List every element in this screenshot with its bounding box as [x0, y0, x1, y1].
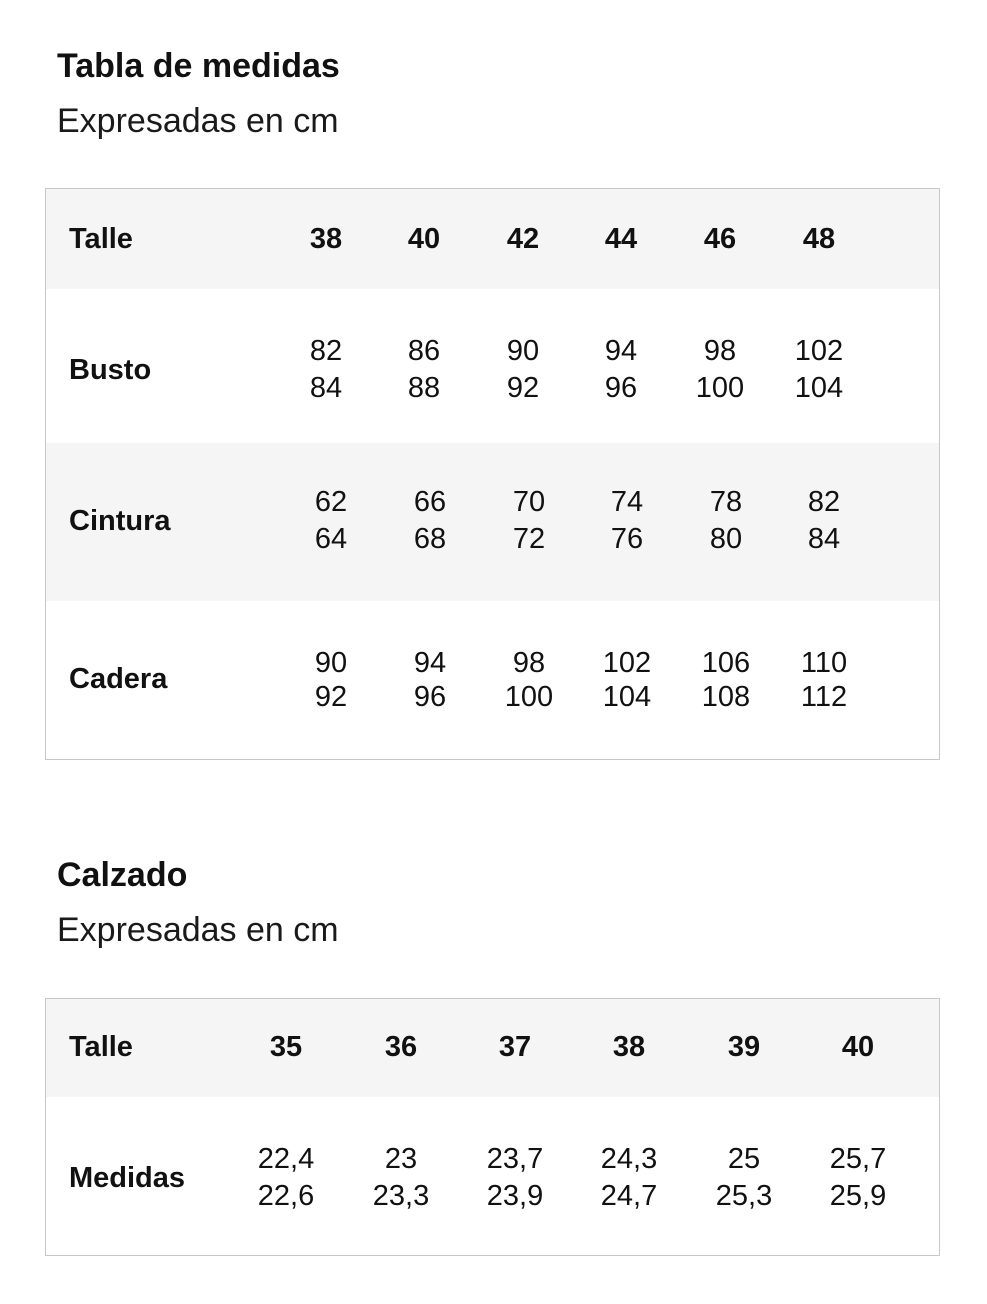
size-measure-cell: [507, 333, 539, 407]
shoe-row: [46, 1097, 939, 1254]
shoe-measure-cell: [258, 1141, 314, 1215]
measure-max: 23,3: [372, 1180, 430, 1212]
size-measure-cell: [611, 484, 643, 558]
measure-min: 90: [314, 647, 348, 679]
measure-min: 74: [610, 486, 644, 518]
shoe-measure-cell: [373, 1141, 429, 1215]
shoe-measure-cell: [487, 1141, 543, 1215]
size-size-header: 40: [407, 223, 441, 255]
measure-min: 25,7: [829, 1143, 887, 1175]
size-row: [46, 289, 939, 443]
shoe-size-header: 40: [841, 1031, 875, 1063]
measure-max: 88: [407, 372, 441, 404]
size-measure-cell: [505, 646, 553, 714]
measure-min: 82: [309, 335, 343, 367]
measure-max: 24,7: [600, 1180, 658, 1212]
measure-max: 96: [604, 372, 638, 404]
measure-min: 62: [314, 486, 348, 518]
measure-min: 98: [512, 647, 546, 679]
size-measure-cell: [315, 646, 347, 714]
measure-max: 76: [610, 523, 644, 555]
shoe-table-subtitle: Expresadas en cm: [57, 911, 339, 949]
measure-min: 24,3: [600, 1143, 658, 1175]
measure-min: 106: [701, 647, 751, 679]
measure-max: 104: [794, 372, 844, 404]
size-measure-cell: [310, 333, 342, 407]
size-row-label: Cadera: [69, 663, 168, 695]
size-header-label: Talle: [69, 223, 133, 255]
measure-max: 23,9: [486, 1180, 544, 1212]
measure-max: 104: [602, 681, 652, 713]
shoe-header-label: Talle: [69, 1031, 133, 1063]
shoe-measure-cell: [601, 1141, 657, 1215]
shoe-header-row: [46, 999, 939, 1097]
measure-max: 25,3: [715, 1180, 773, 1212]
measure-min: 94: [604, 335, 638, 367]
shoe-measure-cell: [830, 1141, 886, 1215]
measure-min: 66: [413, 486, 447, 518]
measure-max: 25,9: [829, 1180, 887, 1212]
size-header-row: [46, 189, 939, 289]
measure-min: 102: [794, 335, 844, 367]
measure-min: 22,4: [257, 1143, 315, 1175]
measure-max: 22,6: [257, 1180, 315, 1212]
size-measure-cell: [808, 484, 840, 558]
shoe-row-label: Medidas: [69, 1162, 186, 1194]
size-size-header: 38: [309, 223, 343, 255]
size-measure-cell: [801, 646, 847, 714]
size-size-header: 42: [506, 223, 540, 255]
measure-min: 25: [727, 1143, 761, 1175]
measure-min: 110: [800, 647, 848, 679]
shoe-table-title: Calzado: [57, 856, 188, 894]
shoe-measure-cell: [716, 1141, 772, 1215]
measure-max: 92: [314, 681, 348, 713]
size-measure-cell: [710, 484, 742, 558]
measure-max: 112: [800, 681, 848, 713]
size-measure-cell: [414, 646, 446, 714]
measure-max: 92: [506, 372, 540, 404]
size-measure-cell: [513, 484, 545, 558]
measure-max: 64: [314, 523, 348, 555]
size-size-header: 44: [604, 223, 638, 255]
measure-min: 82: [807, 486, 841, 518]
size-table: [45, 188, 940, 760]
shoe-table: [45, 998, 940, 1256]
size-measure-cell: [408, 333, 440, 407]
measure-max: 68: [413, 523, 447, 555]
shoe-size-header: 35: [269, 1031, 303, 1063]
measure-min: 94: [413, 647, 447, 679]
measure-min: 98: [703, 335, 737, 367]
size-row-label: Cintura: [69, 505, 171, 537]
size-table-subtitle: Expresadas en cm: [57, 102, 339, 140]
size-measure-cell: [795, 333, 843, 407]
measure-max: 80: [709, 523, 743, 555]
size-measure-cell: [605, 333, 637, 407]
size-measure-cell: [414, 484, 446, 558]
measure-max: 100: [695, 372, 745, 404]
size-measure-cell: [696, 333, 744, 407]
shoe-size-header: 37: [498, 1031, 532, 1063]
measure-max: 84: [309, 372, 343, 404]
measure-min: 90: [506, 335, 540, 367]
measure-max: 108: [701, 681, 751, 713]
size-table-title: Tabla de medidas: [57, 47, 340, 85]
measure-min: 78: [709, 486, 743, 518]
measure-max: 100: [504, 681, 554, 713]
size-measure-cell: [315, 484, 347, 558]
size-measure-cell: [702, 646, 750, 714]
shoe-size-header: 36: [384, 1031, 418, 1063]
size-size-header: 46: [703, 223, 737, 255]
measure-min: 23,7: [486, 1143, 544, 1175]
size-row-label: Busto: [69, 354, 152, 386]
size-row: [46, 601, 939, 758]
measure-min: 86: [407, 335, 441, 367]
measure-max: 72: [512, 523, 546, 555]
measure-min: 70: [512, 486, 546, 518]
size-size-header: 48: [802, 223, 836, 255]
size-row: [46, 443, 939, 601]
measure-min: 23: [384, 1143, 418, 1175]
size-measure-cell: [603, 646, 651, 714]
measure-max: 96: [413, 681, 447, 713]
shoe-size-header: 39: [727, 1031, 761, 1063]
measure-min: 102: [602, 647, 652, 679]
measure-max: 84: [807, 523, 841, 555]
shoe-size-header: 38: [612, 1031, 646, 1063]
